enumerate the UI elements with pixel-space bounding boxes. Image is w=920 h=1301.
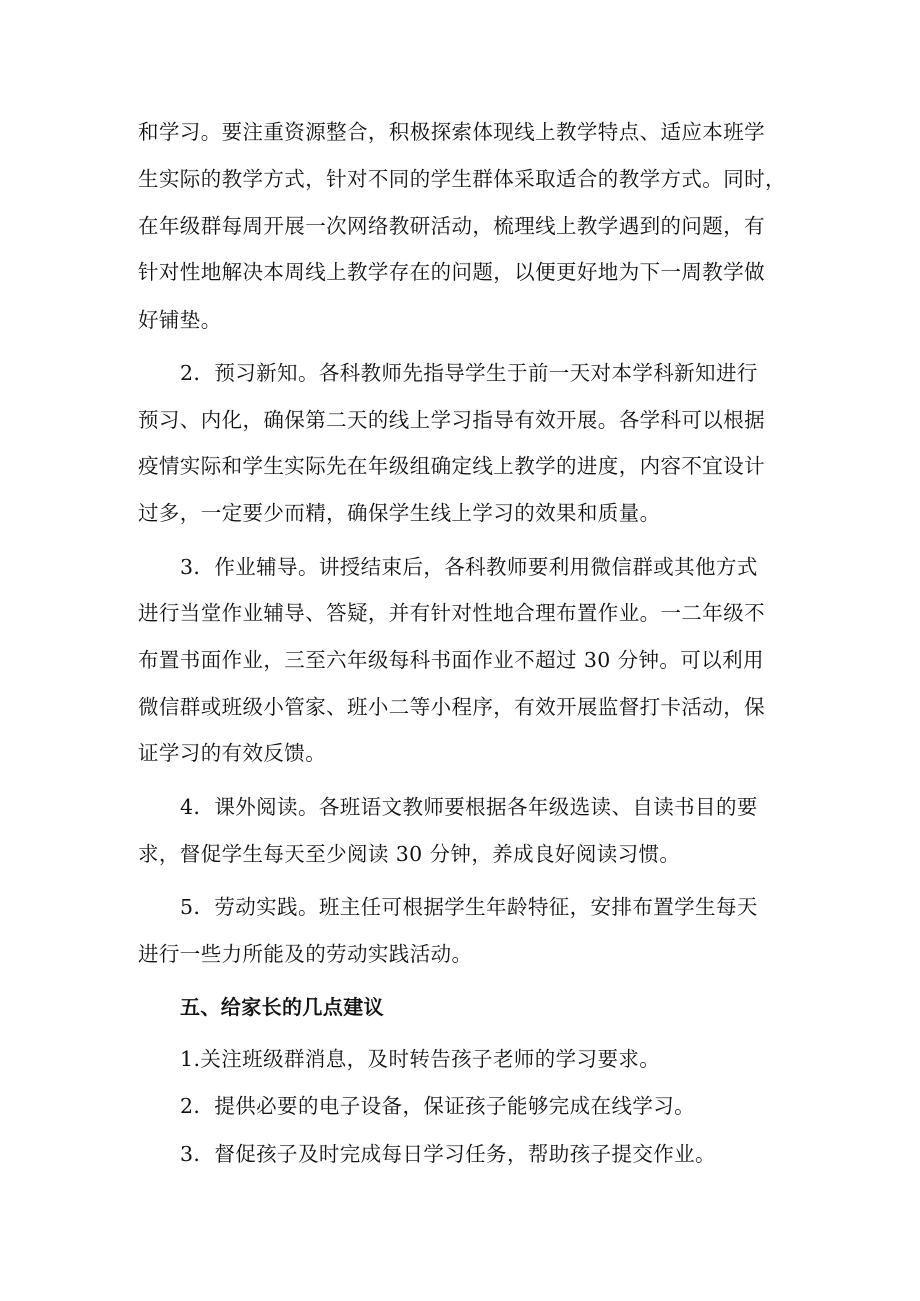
paragraph-line: 进行一些力所能及的劳动实践活动。	[138, 942, 473, 966]
paragraph-line: 布置书面作业，三至六年级每科书面作业不超过 30 分钟。可以利用	[138, 648, 764, 672]
paragraph-line: 生实际的教学方式，针对不同的学生群体采取适合的教学方式。同时，	[138, 167, 786, 191]
paragraph-line: 微信群或班级小管家、班小二等小程序，有效开展监督打卡活动，保	[138, 695, 765, 719]
paragraph-line: 求，督促学生每天至少阅读 30 分钟，养成良好阅读习惯。	[138, 842, 681, 866]
paragraph-line: 过多，一定要少而精，确保学生线上学习的效果和质量。	[138, 501, 661, 525]
paragraph-line: 好铺垫。	[138, 308, 222, 332]
paragraph-line: 4．课外阅读。各班语文教师要根据各年级选读、自读书目的要	[180, 795, 758, 819]
paragraph-line: 预习、内化，确保第二天的线上学习指导有效开展。各学科可以根据	[138, 408, 765, 432]
paragraph-line: 在年级群每周开展一次网络教研活动，梳理线上教学遇到的问题，有	[138, 214, 765, 238]
paragraph-line: 5．劳动实践。班主任可根据学生年龄特征，安排布置学生每天	[180, 895, 758, 919]
paragraph-line: 针对性地解决本周线上教学存在的问题，以便更好地为下一周教学做	[138, 260, 765, 284]
paragraph-line: 和学习。要注重资源整合，积极探索体现线上教学特点、适应本班学	[138, 120, 765, 144]
section-heading: 五、给家长的几点建议	[180, 995, 384, 1019]
paragraph-line: 疫情实际和学生实际先在年级组确定线上教学的进度，内容不宜设计	[138, 454, 765, 478]
list-item: 2．提供必要的电子设备，保证孩子能够完成在线学习。	[180, 1094, 696, 1118]
list-item: 3．督促孩子及时完成每日学习任务，帮助孩子提交作业。	[180, 1142, 716, 1166]
paragraph-line: 2．预习新知。各科教师先指导学生于前一天对本学科新知进行	[180, 361, 758, 385]
paragraph-line: 进行当堂作业辅导、答疑，并有针对性地合理布置作业。一二年级不	[138, 601, 765, 625]
paragraph-line: 证学习的有效反馈。	[138, 741, 327, 765]
list-item: 1.关注班级群消息，及时转告孩子老师的学习要求。	[180, 1047, 661, 1071]
paragraph-line: 3．作业辅导。讲授结束后，各科教师要利用微信群或其他方式	[180, 555, 758, 579]
